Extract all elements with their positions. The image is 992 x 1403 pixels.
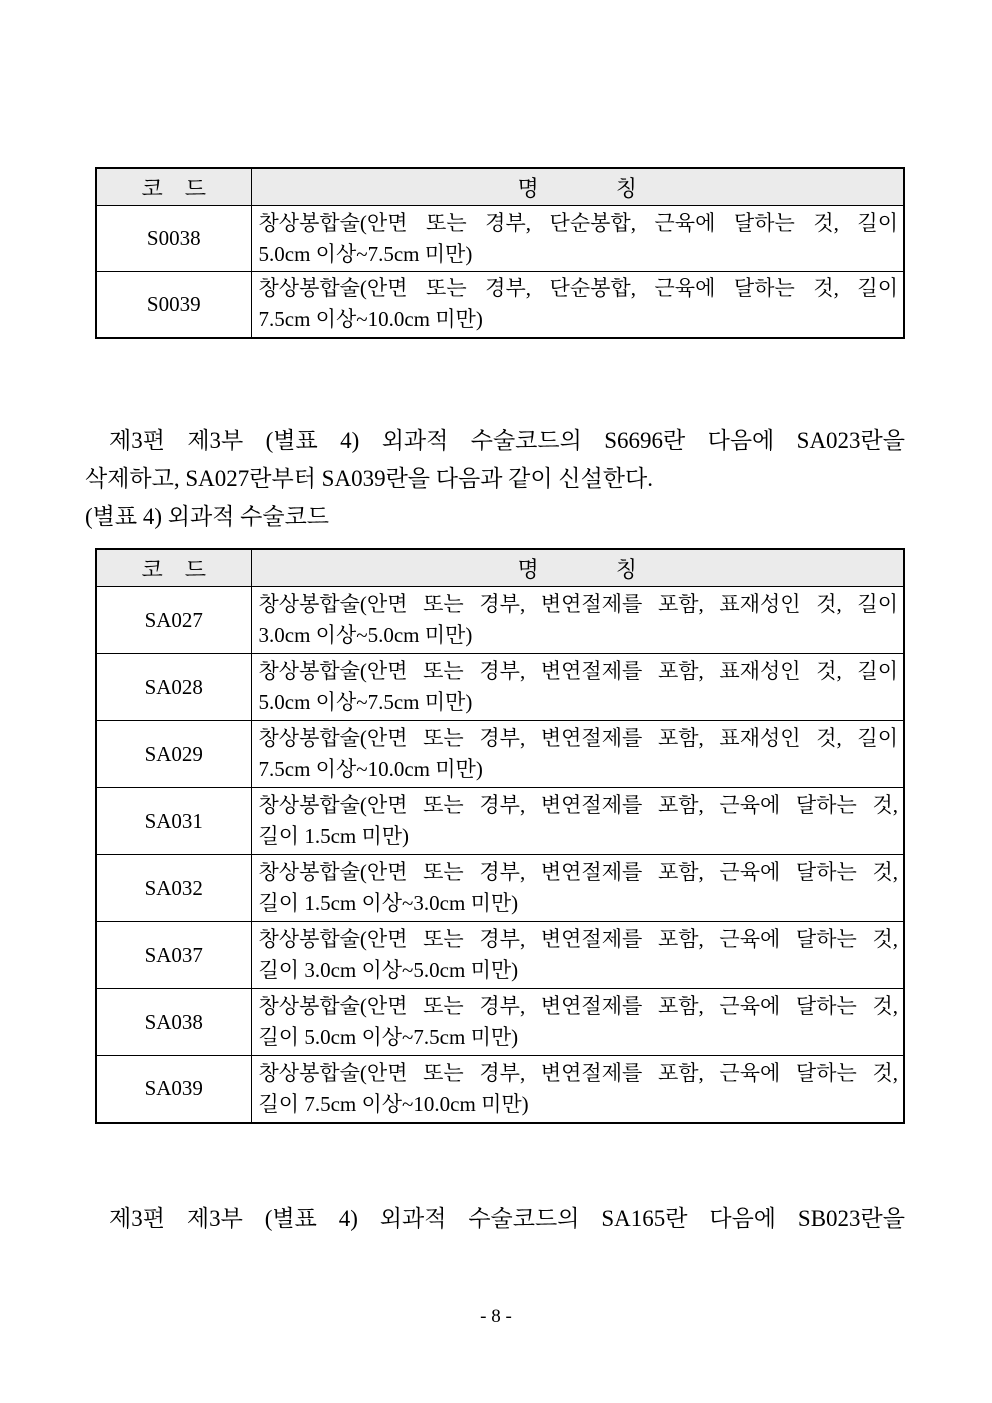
name-line-2: 7.5cm 이상~10.0cm 미만) — [258, 307, 483, 332]
table-header-row — [96, 168, 904, 206]
name-line-2: 길이 5.0cm 이상~7.5cm 미만) — [258, 1025, 519, 1049]
name-line-1: 창상봉합술(안면 또는 경부, 변연절제를 포함, 표재성인 것, 길이 — [258, 726, 898, 750]
name-line-2: 3.0cm 이상~5.0cm 미만) — [258, 623, 473, 647]
name-line-1: 창상봉합술(안면 또는 경부, 변연절제를 포함, 근육에 달하는 것, — [258, 994, 898, 1018]
code-cell: SA032 — [96, 855, 251, 922]
table-row — [96, 1056, 904, 1123]
table-header-row — [96, 549, 904, 587]
column-header-code: 코 드 — [96, 549, 251, 587]
table-row — [96, 721, 904, 788]
page-number: - 8 - — [480, 1306, 512, 1327]
name-line-2: 길이 1.5cm 이상~3.0cm 미만) — [258, 891, 519, 915]
table-row — [96, 922, 904, 989]
column-header-name: 명 칭 — [251, 549, 904, 587]
paragraph-line: 삭제하고, SA027란부터 SA039란을 다음과 같이 신설한다. — [85, 466, 653, 491]
table-row — [96, 272, 904, 338]
surgical-code-table-s — [95, 167, 905, 339]
code-cell: SA031 — [96, 788, 251, 855]
code-cell: SA037 — [96, 922, 251, 989]
paragraph-line: 제3편 제3부 (별표 4) 외과적 수술코드의 SA165란 다음에 SB023란을 — [109, 1206, 905, 1231]
code-cell: SA027 — [96, 587, 251, 654]
name-cell — [251, 206, 904, 272]
name-line-1: 창상봉합술(안면 또는 경부, 변연절제를 포함, 표재성인 것, 길이 — [258, 659, 898, 683]
name-line-1: 창상봉합술(안면 또는 경부, 변연절제를 포함, 표재성인 것, 길이 — [258, 592, 898, 616]
name-cell — [251, 587, 904, 654]
column-header-name: 명 칭 — [251, 168, 904, 206]
name-line-2: 5.0cm 이상~7.5cm 미만) — [258, 241, 473, 266]
name-cell — [251, 721, 904, 788]
paragraph-line: 제3편 제3부 (별표 4) 외과적 수술코드의 S6696란 다음에 SA023란을 — [109, 428, 905, 453]
name-cell — [251, 272, 904, 338]
table-row — [96, 587, 904, 654]
name-line-2: 7.5cm 이상~10.0cm 미만) — [258, 757, 483, 781]
table-row — [96, 206, 904, 272]
name-line-1: 창상봉합술(안면 또는 경부, 단순봉합, 근육에 달하는 것, 길이 — [258, 276, 898, 301]
code-cell: SA038 — [96, 989, 251, 1056]
name-cell — [251, 654, 904, 721]
amendment-paragraph-2 — [85, 1200, 905, 1238]
name-line-2: 길이 1.5cm 미만) — [258, 824, 410, 848]
name-cell — [251, 855, 904, 922]
code-cell: S0039 — [96, 272, 251, 338]
code-cell: SA028 — [96, 654, 251, 721]
code-cell: S0038 — [96, 206, 251, 272]
name-cell — [251, 788, 904, 855]
code-cell: SA039 — [96, 1056, 251, 1123]
name-line-1: 창상봉합술(안면 또는 경부, 단순봉합, 근육에 달하는 것, 길이 — [258, 210, 898, 235]
table-row — [96, 855, 904, 922]
name-line-1: 창상봉합술(안면 또는 경부, 변연절제를 포함, 근육에 달하는 것, — [258, 860, 898, 884]
table-row — [96, 788, 904, 855]
name-line-2: 길이 7.5cm 이상~10.0cm 미만) — [258, 1091, 529, 1116]
name-cell — [251, 989, 904, 1056]
code-cell: SA029 — [96, 721, 251, 788]
name-line-1: 창상봉합술(안면 또는 경부, 변연절제를 포함, 근육에 달하는 것, — [258, 927, 898, 951]
name-line-2: 길이 3.0cm 이상~5.0cm 미만) — [258, 958, 519, 982]
name-cell — [251, 1056, 904, 1123]
table-caption: (별표 4) 외과적 수술코드 — [85, 504, 330, 529]
name-cell — [251, 922, 904, 989]
table-row — [96, 989, 904, 1056]
amendment-paragraph-1 — [85, 422, 905, 536]
name-line-1: 창상봉합술(안면 또는 경부, 변연절제를 포함, 근육에 달하는 것, — [258, 793, 898, 817]
surgical-code-table-sa — [95, 548, 905, 1124]
table-row — [96, 654, 904, 721]
name-line-2: 5.0cm 이상~7.5cm 미만) — [258, 690, 473, 714]
column-header-code: 코 드 — [96, 168, 251, 206]
name-line-1: 창상봉합술(안면 또는 경부, 변연절제를 포함, 근육에 달하는 것, — [258, 1060, 898, 1085]
